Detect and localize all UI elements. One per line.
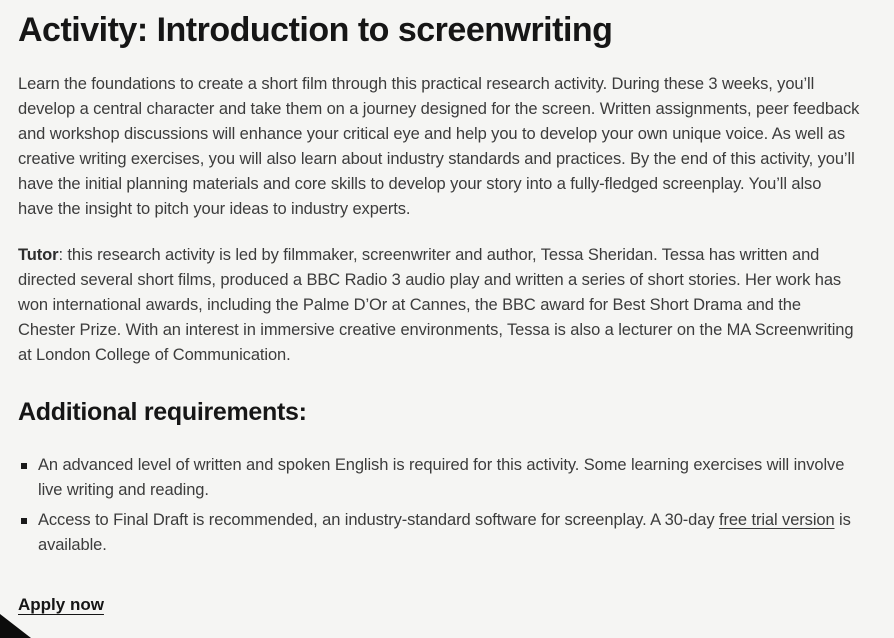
page-title: Activity: Introduction to screenwriting bbox=[18, 11, 613, 49]
intro-paragraph: Learn the foundations to create a short film through this practical research activity. During these 3 weeks, you’ll develop a central character and take them on a journey designed for the screen. Written assignments, peer feedback and workshop discussions will enhance your critical eye and help you to develop your own unique voice. As well as creative writing exercises, you will also learn about industry standards and practices. By the end of this activity, you’ll have the initial planning materials and core skills to develop your story into a fully-fledged screenplay. You’ll also have the insight to pitch your ideas to industry experts. bbox=[18, 74, 860, 218]
requirement-text: Access to Final Draft is recommended, an industry-standard software for screenplay. A 30-day bbox=[38, 510, 719, 529]
requirements-list bbox=[18, 453, 860, 558]
requirement-text: is available. bbox=[38, 510, 851, 554]
tutor-label: Tutor bbox=[18, 245, 59, 264]
list-item bbox=[18, 508, 860, 558]
pointer-artifact bbox=[0, 614, 31, 638]
free-trial-link[interactable]: free trial version bbox=[718, 510, 835, 529]
requirement-text: An advanced level of written and spoken English is required for this activity. Some learning exercises will involve live writing and reading. bbox=[38, 455, 845, 499]
additional-requirements-heading: Additional requirements: bbox=[18, 397, 307, 426]
list-item bbox=[18, 453, 860, 503]
apply-now-link[interactable]: Apply now bbox=[18, 594, 104, 614]
tutor-paragraph bbox=[18, 243, 860, 368]
tutor-paragraph-text: : this research activity is led by filmmaker, screenwriter and author, Tessa Sheridan. Tessa has written and directed several short films, produced a BBC Radio 3 audio play and written a series of short stories. Her work has won international awards, including the Palme D’Or at Cannes, the BBC award for Best Short Drama and the Chester Prize. With an interest in immersive creative environments, Tessa is also a lecturer on the MA Screenwriting at London College of Communication. bbox=[18, 245, 854, 364]
